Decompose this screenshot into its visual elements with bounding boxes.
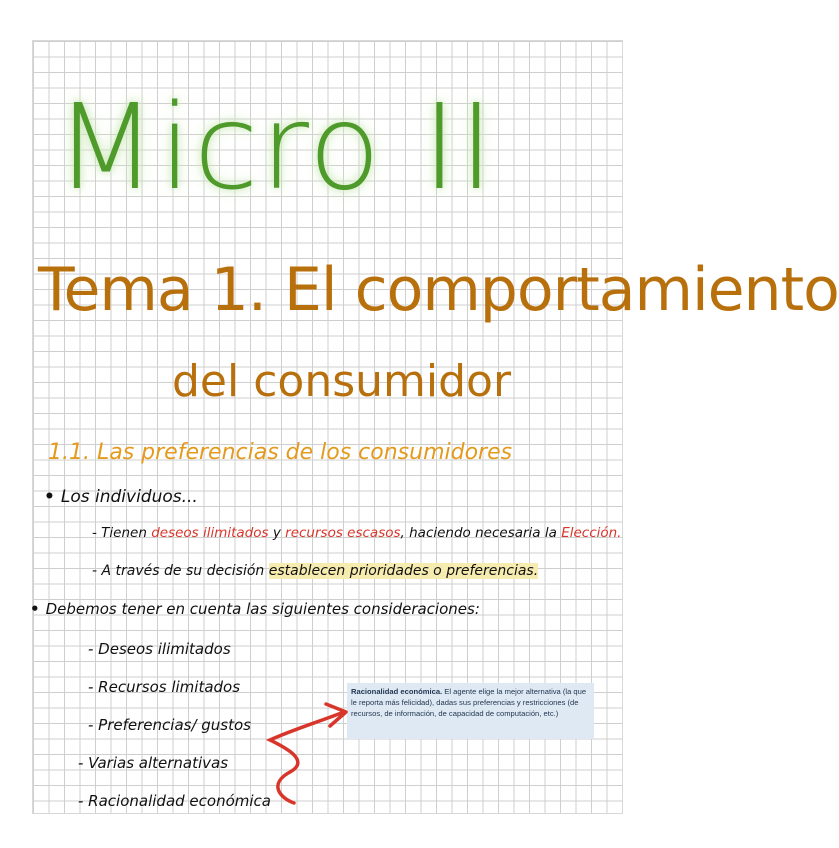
topic-heading-line1: Tema 1. El comportamiento bbox=[38, 255, 839, 325]
text-highlighted: establecen prioridades o preferencias. bbox=[268, 563, 539, 579]
text-red: recursos escasos bbox=[285, 525, 401, 541]
list-item: - Racionalidad económica bbox=[78, 792, 271, 810]
list-item: - Varias alternativas bbox=[78, 754, 229, 772]
bullet-text: Los individuos... bbox=[60, 487, 198, 507]
bullet-individuals bbox=[44, 487, 198, 507]
list-item: - Deseos ilimitados bbox=[88, 640, 231, 658]
list-item: - Recursos limitados bbox=[88, 678, 241, 696]
bullet-dot: • bbox=[44, 487, 55, 507]
text-part: y bbox=[268, 525, 286, 541]
text-red: deseos ilimitados bbox=[151, 525, 269, 541]
list-item: - Preferencias/ gustos bbox=[88, 716, 251, 734]
note-title: Racionalidad económica. bbox=[351, 687, 443, 696]
bullet-text: Debemos tener en cuenta las siguientes consideraciones: bbox=[45, 600, 480, 618]
bullet-dot: • bbox=[30, 600, 40, 618]
red-arrow-icon bbox=[260, 698, 350, 808]
definition-note bbox=[347, 683, 594, 739]
note-body: El agente elige la mejor alternativa (la que le reporta más felicidad), dadas sus preferencias y restricciones (de recursos, de información, de capacidad de computación, etc.) bbox=[351, 687, 587, 718]
list-item bbox=[92, 525, 621, 541]
text-red: Elección. bbox=[561, 525, 622, 541]
text-part: , haciendo necesaria la bbox=[400, 525, 562, 541]
section-heading: 1.1. Las preferencias de los consumidores bbox=[48, 440, 513, 465]
bullet-considerations bbox=[30, 600, 480, 618]
topic-heading-line2: del consumidor bbox=[172, 356, 512, 407]
text-part: - Tienen bbox=[92, 525, 152, 541]
page-title: Micro II bbox=[55, 78, 496, 216]
list-item bbox=[92, 563, 538, 579]
text-part: - A través de su decisión bbox=[92, 563, 269, 579]
